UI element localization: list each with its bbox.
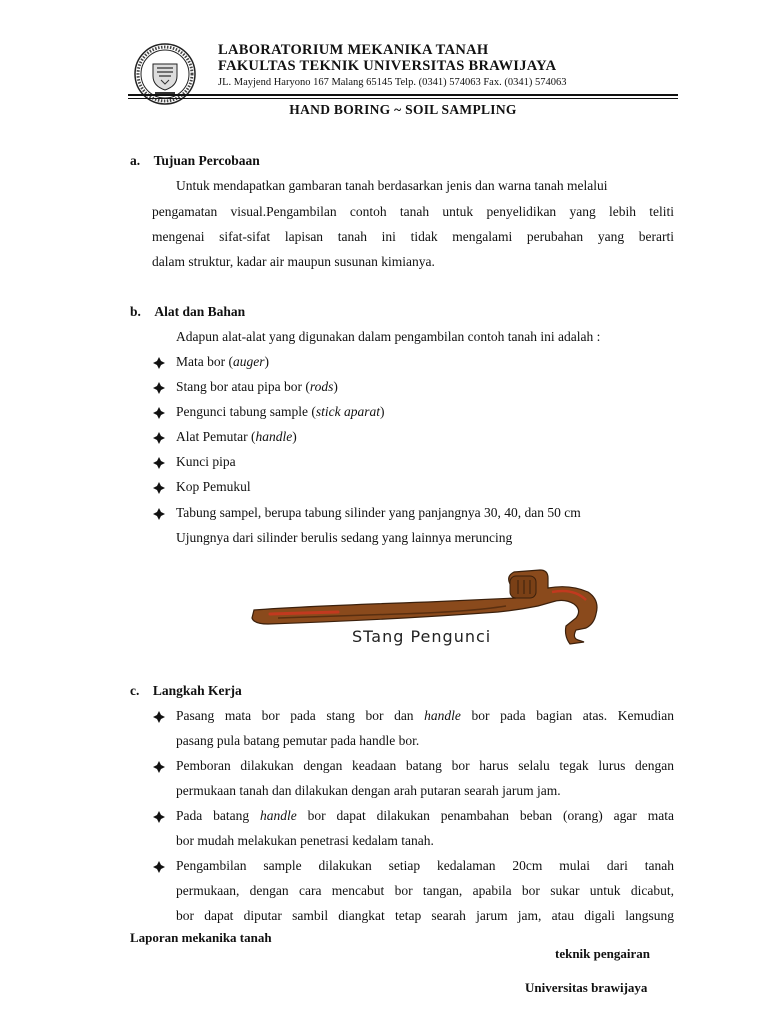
footer-report-title: Laporan mekanika tanah bbox=[130, 930, 272, 945]
diamond-bullet-icon bbox=[153, 356, 165, 374]
section-a-line-4: dalam struktur, kadar air maupun susunan kimianya. bbox=[152, 254, 435, 269]
step-4-line-1: Pengambilan sample dilakukan setiap kedalaman 20cm mulai dari tanah bbox=[176, 858, 674, 873]
step-1-line-2: pasang pula batang pemutar pada handle bor. bbox=[176, 733, 420, 748]
tool-item-6: Kop Pemukul bbox=[176, 479, 251, 494]
lab-name: LABORATORIUM MEKANIKA TANAH bbox=[218, 42, 489, 58]
diamond-bullet-icon bbox=[153, 406, 165, 424]
section-a-line-1: Untuk mendapatkan gambaran tanah berdasarkan jenis dan warna tanah melalui bbox=[176, 178, 608, 193]
step-1-line-1: Pasang mata bor pada stang bor dan handle bor pada bagian atas. Kemudian bbox=[176, 708, 674, 723]
step-4-line-3: bor dapat diputar sambil diangkat tetap searah jarum jam, atau digali langsung bbox=[176, 908, 674, 923]
step-3-line-1: Pada batang handle bor dapat dilakukan penambahan beban (orang) agar mata bbox=[176, 808, 674, 823]
address-line: JL. Mayjend Haryono 167 Malang 65145 Telp. (0341) 574063 Fax. (0341) 574063 bbox=[218, 77, 567, 88]
diamond-bullet-icon bbox=[153, 760, 165, 778]
section-a-line-3: mengenai sifat-sifat lapisan tanah ini tidak mengalami perubahan yang berarti bbox=[152, 229, 674, 244]
header-rule-thick bbox=[128, 94, 678, 96]
tool-item-2: Stang bor atau pipa bor (rods) bbox=[176, 379, 338, 394]
diamond-bullet-icon bbox=[153, 456, 165, 474]
tool-item-7-continuation: Ujungnya dari silinder berulis sedang yang lainnya meruncing bbox=[176, 530, 513, 545]
footer-department: teknik pengairan bbox=[555, 946, 650, 961]
step-4-line-2: permukaan, dengan cara mencabut bor tangan, apabila bor sukar untuk dicabut, bbox=[176, 883, 674, 898]
document-title: HAND BORING ~ SOIL SAMPLING bbox=[289, 102, 517, 117]
faculty-name: FAKULTAS TEKNIK UNIVERSITAS BRAWIJAYA bbox=[218, 58, 557, 74]
university-seal-icon bbox=[133, 42, 197, 106]
tool-item-7: Tabung sampel, berupa tabung silinder yang panjangnya 30, 40, dan 50 cm bbox=[176, 505, 581, 520]
diamond-bullet-icon bbox=[153, 810, 165, 828]
section-a-line-2: pengamatan visual.Pengambilan contoh tanah untuk penyelidikan yang lebih teliti bbox=[152, 204, 674, 219]
section-b-intro: Adapun alat-alat yang digunakan dalam pengambilan contoh tanah ini adalah : bbox=[176, 329, 601, 344]
wrench-caption: STang Pengunci bbox=[352, 627, 492, 646]
diamond-bullet-icon bbox=[153, 507, 165, 525]
tool-item-3: Pengunci tabung sample (stick aparat) bbox=[176, 404, 385, 419]
diamond-bullet-icon bbox=[153, 381, 165, 399]
tool-item-5: Kunci pipa bbox=[176, 454, 236, 469]
diamond-bullet-icon bbox=[153, 431, 165, 449]
diamond-bullet-icon bbox=[153, 710, 165, 728]
step-3-line-2: bor mudah melakukan penetrasi kedalam tanah. bbox=[176, 833, 434, 848]
step-2-line-2: permukaan tanah dan dilakukan dengan arah putaran searah jarum jam. bbox=[176, 783, 561, 798]
tool-item-1: Mata bor (auger) bbox=[176, 354, 269, 369]
tool-item-4: Alat Pemutar (handle) bbox=[176, 429, 297, 444]
diamond-bullet-icon bbox=[153, 481, 165, 499]
step-2-line-1: Pemboran dilakukan dengan keadaan batang bor harus selalu tegak lurus dengan bbox=[176, 758, 674, 773]
section-c-heading: c. Langkah Kerja bbox=[130, 683, 242, 698]
section-a-heading: a. Tujuan Percobaan bbox=[130, 153, 260, 168]
header-rule-thin bbox=[128, 98, 678, 99]
footer-university: Universitas brawijaya bbox=[525, 980, 648, 995]
section-b-heading: b. Alat dan Bahan bbox=[130, 304, 246, 319]
diamond-bullet-icon bbox=[153, 860, 165, 878]
